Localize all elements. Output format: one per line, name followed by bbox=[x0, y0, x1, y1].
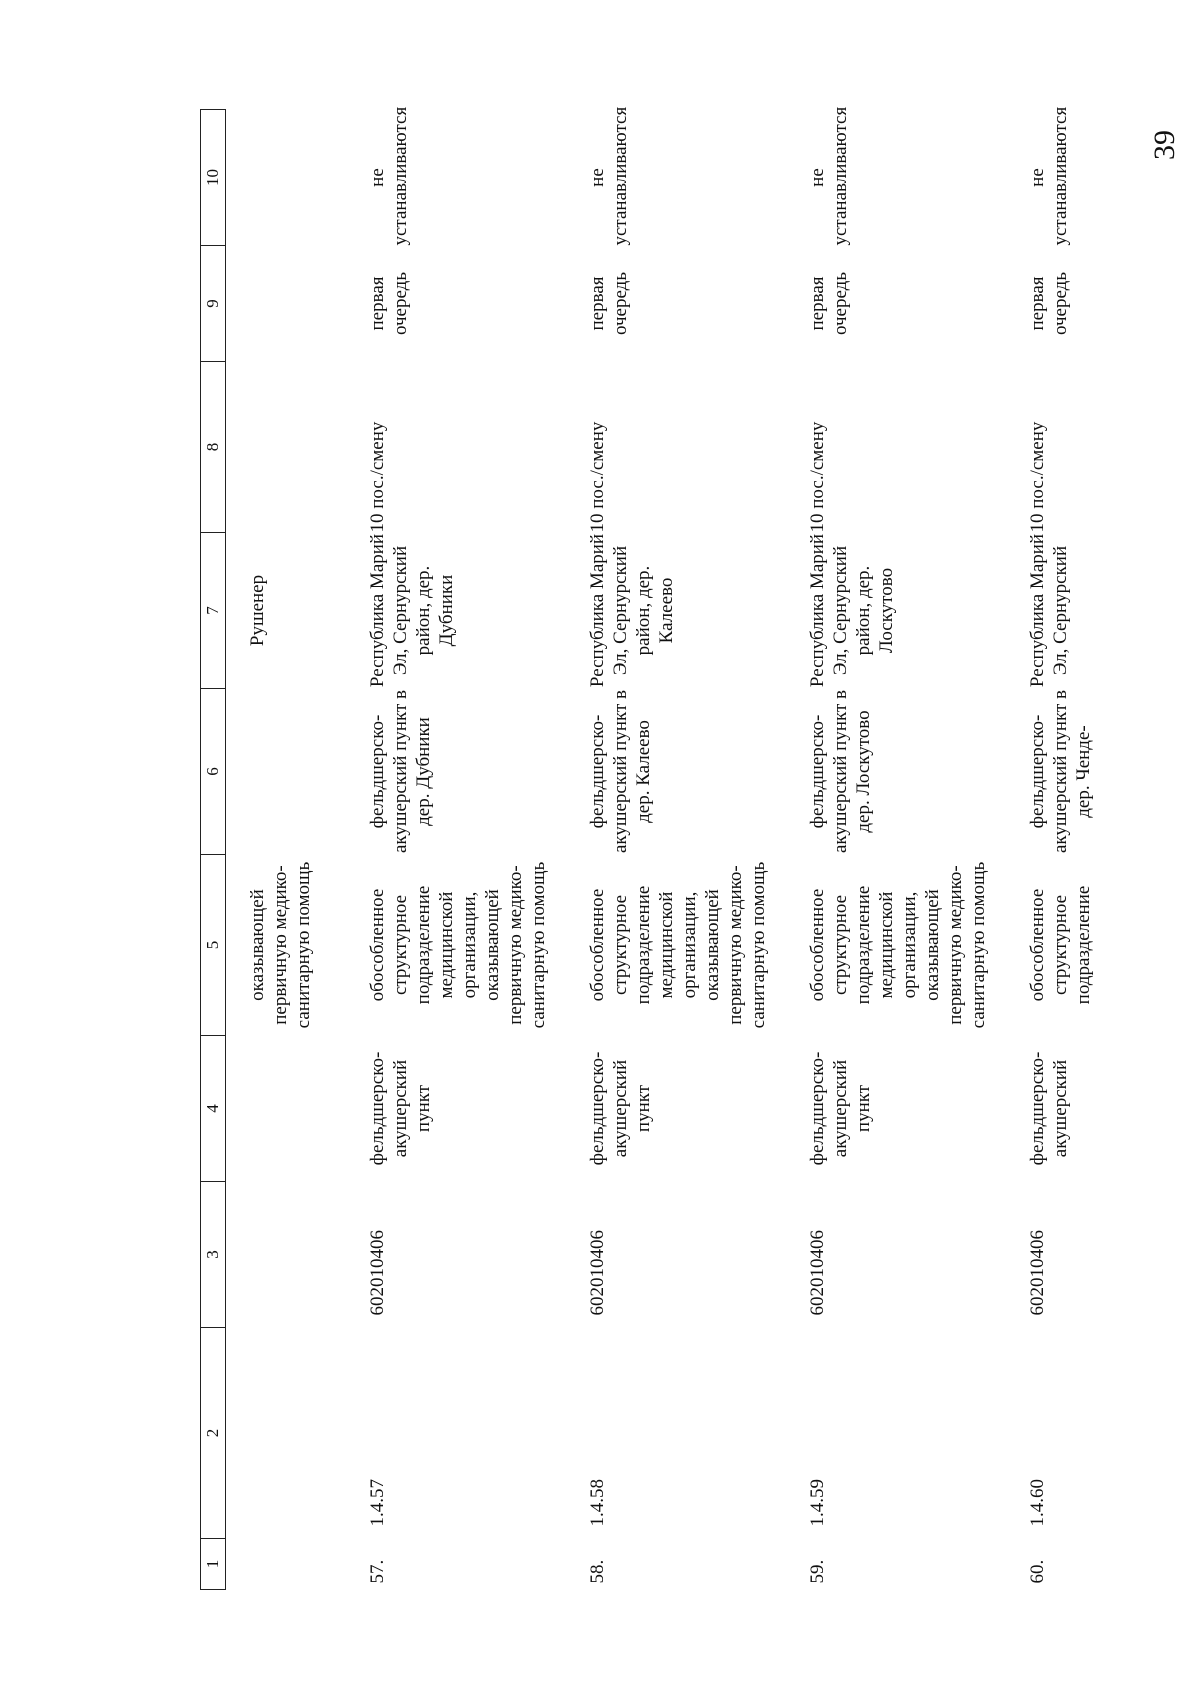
register-table bbox=[200, 106, 1161, 1590]
cell-code: 1.4.59 bbox=[807, 1479, 828, 1527]
cell-code: 1.4.57 bbox=[367, 1479, 388, 1527]
cell-name: фельдшерско-акушерский пункт в дер. Калеево bbox=[587, 689, 654, 854]
cell-name: фельдшерско-акушерский пункт в дер. Лоскутово bbox=[807, 689, 874, 854]
cell-priority: первая очередь bbox=[807, 272, 851, 336]
cell-kind: обособленное структурное подразделение медицинской организации, оказывающей первичную медико-санитарную помощь bbox=[367, 861, 549, 1029]
cell-priority: первая очередь bbox=[367, 272, 411, 336]
cell-type: фельдшерско-акушерский bbox=[1027, 1051, 1071, 1166]
cell-zone: не устанавливаются bbox=[1027, 106, 1071, 246]
cell-oktmo: 602010406 bbox=[1027, 1230, 1048, 1316]
cell-kind: оказывающей первичную медико-санитарную помощь bbox=[247, 861, 314, 1029]
column-number: 8 bbox=[201, 362, 226, 533]
column-number: 5 bbox=[201, 855, 226, 1036]
cell-name: фельдшерско-акушерский пункт в дер. Дубники bbox=[367, 689, 434, 854]
cell-address: Республика Марий Эл, Сернурский район, дер. Лоскутово bbox=[807, 533, 897, 688]
column-number: 1 bbox=[201, 1539, 226, 1590]
column-number: 10 bbox=[201, 110, 226, 246]
cell-priority: первая очередь bbox=[587, 272, 631, 336]
cell-code: 1.4.58 bbox=[587, 1479, 608, 1527]
table-row bbox=[796, 110, 1016, 1590]
cell-code: 1.4.60 bbox=[1027, 1479, 1048, 1527]
cell-zone: не устанавливаются bbox=[367, 106, 411, 246]
cell-number: 57. bbox=[367, 1559, 388, 1584]
cell-type: фельдшерско-акушерский пункт bbox=[807, 1051, 874, 1166]
column-number: 2 bbox=[201, 1328, 226, 1539]
column-number: 3 bbox=[201, 1182, 226, 1328]
cell-number: 58. bbox=[587, 1559, 608, 1584]
cell-oktmo: 602010406 bbox=[367, 1230, 388, 1316]
cell-kind: обособленное структурное подразделение bbox=[1027, 885, 1094, 1005]
column-number: 9 bbox=[201, 246, 226, 362]
table-row bbox=[576, 110, 796, 1590]
cell-capacity: 10 пос./смену bbox=[1027, 421, 1048, 533]
cell-address: Республика Марий Эл, Сернурский район, дер. Дубники bbox=[367, 533, 457, 688]
cell-priority: первая очередь bbox=[1027, 272, 1071, 336]
cell-address: Рушенер bbox=[247, 574, 268, 647]
cell-zone: не устанавливаются bbox=[807, 106, 851, 246]
cell-name: фельдшерско-акушерский пункт в дер. Ченде- bbox=[1027, 689, 1094, 854]
rotated-table-sheet bbox=[200, 106, 1094, 1590]
column-number-row bbox=[201, 110, 226, 1590]
cell-oktmo: 602010406 bbox=[807, 1230, 828, 1316]
cell-number: 59. bbox=[807, 1559, 828, 1584]
column-number: 7 bbox=[201, 533, 226, 689]
cell-oktmo: 602010406 bbox=[587, 1230, 608, 1316]
cell-kind: обособленное структурное подразделение медицинской организации, оказывающей первичную медико-санитарную помощь bbox=[807, 861, 989, 1029]
column-number: 6 bbox=[201, 689, 226, 855]
cell-capacity: 10 пос./смену bbox=[807, 421, 828, 533]
cell-address: Республика Марий Эл, Сернурский bbox=[1027, 533, 1071, 688]
cell-kind: обособленное структурное подразделение медицинской организации, оказывающей первичную медико-санитарную помощь bbox=[587, 861, 769, 1029]
cell-capacity: 10 пос./смену bbox=[587, 421, 608, 533]
continuation-row bbox=[226, 110, 357, 1590]
cell-address: Республика Марий Эл, Сернурский район, дер. Калеево bbox=[587, 533, 677, 688]
cell-capacity: 10 пос./смену bbox=[367, 421, 388, 533]
cell-number: 60. bbox=[1027, 1559, 1048, 1584]
page-number: 39 bbox=[1148, 130, 1181, 160]
cell-type: фельдшерско-акушерский пункт bbox=[367, 1051, 434, 1166]
cell-type: фельдшерско-акушерский пункт bbox=[587, 1051, 654, 1166]
cell-zone: не устанавливаются bbox=[587, 106, 631, 246]
column-number: 4 bbox=[201, 1036, 226, 1182]
table-row bbox=[1016, 110, 1161, 1590]
table-row bbox=[356, 110, 576, 1590]
